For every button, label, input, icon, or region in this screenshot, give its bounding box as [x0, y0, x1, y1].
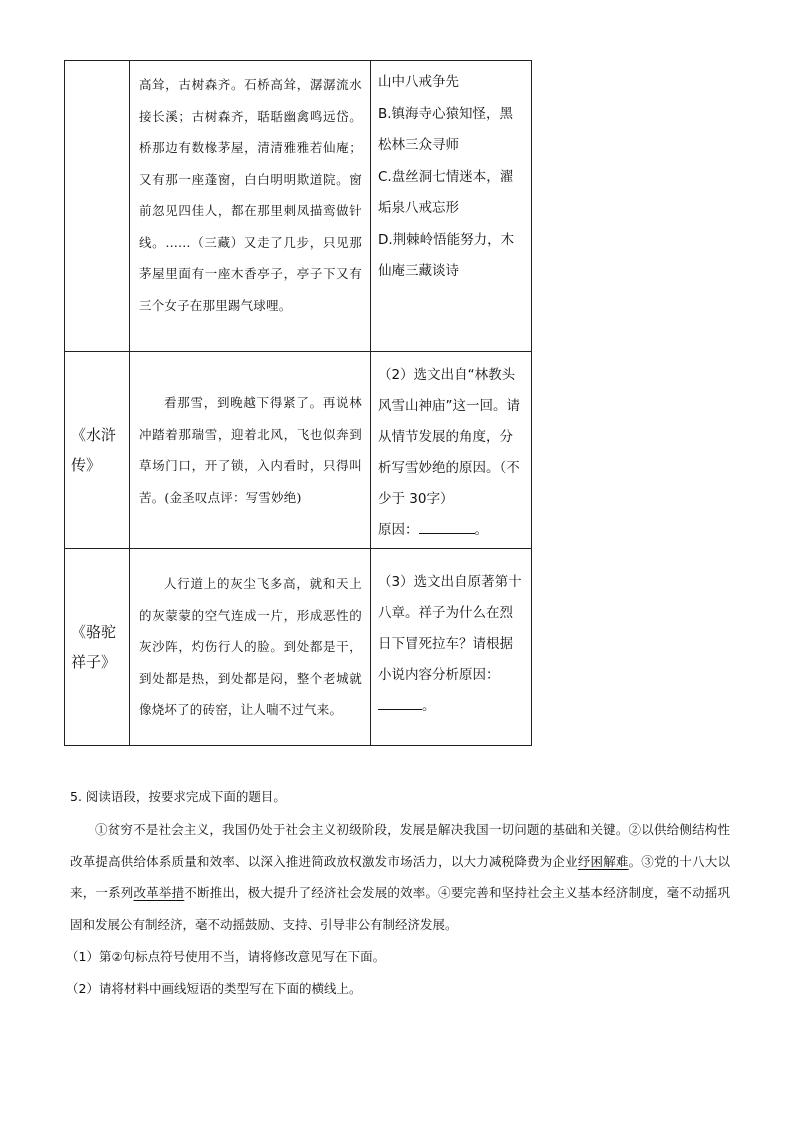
- sub-question-2: （2）请将材料中画线短语的类型写在下面的横线上。: [66, 981, 362, 996]
- question-5-title: 5. 阅读语段，按要求完成下面的题目。: [70, 789, 286, 804]
- option-item: C.盘丝洞七情迷本，濯垢泉八戒忘形: [378, 168, 514, 216]
- reading-paragraph: ①贫穷不是社会主义，我国仍处于社会主义初级阶段，发展是解决我国一切问题的基础和关键。②以供给侧结构性改革提高供给体系质量和效率、以深入推进简政放权激发市场活力，以大力减税降费为企业纾困解难。③党的十八大以来，一系列改革举措不断推出，极大提升了经济社会发展的效率。④要完善和坚持社会主义基本经济制度，毫不动摇巩固和发展公有制经济，毫不动摇鼓励、支持、引导非公有制经济发展。: [70, 822, 730, 932]
- question-cell: [371, 352, 532, 549]
- question-5-section: [66, 786, 730, 1002]
- underlined-phrase: 纾困解难: [577, 853, 629, 869]
- table-row: [65, 61, 532, 352]
- excerpt-text: 人行道上的灰尘飞多高，就和天上的灰蒙蒙的空气连成一片，形成恶性的灰沙阵，灼伤行人的脸。到处都是干，到处都是热，到处都是闷，整个老城就像烧坏了的砖窑，让人喘不过气来。: [139, 576, 362, 718]
- answer-line: 原因： 。: [378, 515, 525, 546]
- question-cell: [371, 549, 532, 746]
- book-cell: [65, 352, 130, 549]
- answer-blank[interactable]: [378, 695, 422, 710]
- underlined-phrase: 改革举措: [133, 885, 185, 900]
- table-row: [65, 549, 532, 746]
- question-cell: [371, 61, 532, 352]
- excerpt-text: 看那雪，到晚越下得紧了。再说林冲踏着那瑞雪，迎着北风，飞也似奔到草场门口，开了锁，入内看时，只得叫苦。(金圣叹点评：写雪妙绝): [139, 395, 362, 505]
- sub-question-1: （1）第②句标点符号使用不当，请将修改意见写在下面。: [66, 949, 386, 964]
- option-item: D.荆棘岭悟能努力，木仙庵三藏谈诗: [378, 231, 515, 279]
- question-block: [371, 352, 531, 546]
- book-cell: [65, 549, 130, 746]
- book-cell: [65, 61, 130, 352]
- literature-table: [64, 60, 532, 746]
- option-item: 山中八戒争先: [378, 74, 459, 90]
- excerpt-cell: [130, 352, 371, 549]
- question-text: （3）选文出自原著第十八章。祥子为什么在烈日下冒死拉车？请根据小说内容分析原因：: [378, 574, 522, 683]
- option-item: B.镇海寺心猿知怪，黑松林三众寻师: [378, 105, 514, 153]
- answer-label: 原因：: [378, 522, 419, 538]
- option-list: [371, 61, 531, 288]
- excerpt-text: 高耸，古树森齐。石桥高耸，潺潺流水接长溪；古树森齐，聒聒幽禽鸣远岱。桥那边有数椽茅屋，清清雅雅若仙庵；又有那一座蓬窗，白白明明欺道院。窗前忽见四佳人，都在那里刺凤描鸾做针线。……（三藏）又走了几步，只见那茅屋里面有一座木香亭子，亭子下又有三个女子在那里踢气球哩。: [139, 77, 362, 313]
- excerpt-cell: [130, 549, 371, 746]
- book-title: 《水浒 传》: [71, 426, 117, 474]
- book-title: 《骆驼 祥子》: [71, 623, 117, 671]
- question-text: （2）选文出自“林教头风雪山神庙”这一回。请从情节发展的角度，分析写雪妙绝的原因。（不少于 30字）: [378, 367, 520, 507]
- answer-line: 。: [378, 691, 525, 722]
- question-block: [371, 549, 531, 722]
- table-row: [65, 352, 532, 549]
- answer-blank[interactable]: [419, 519, 475, 534]
- excerpt-cell: [130, 61, 371, 352]
